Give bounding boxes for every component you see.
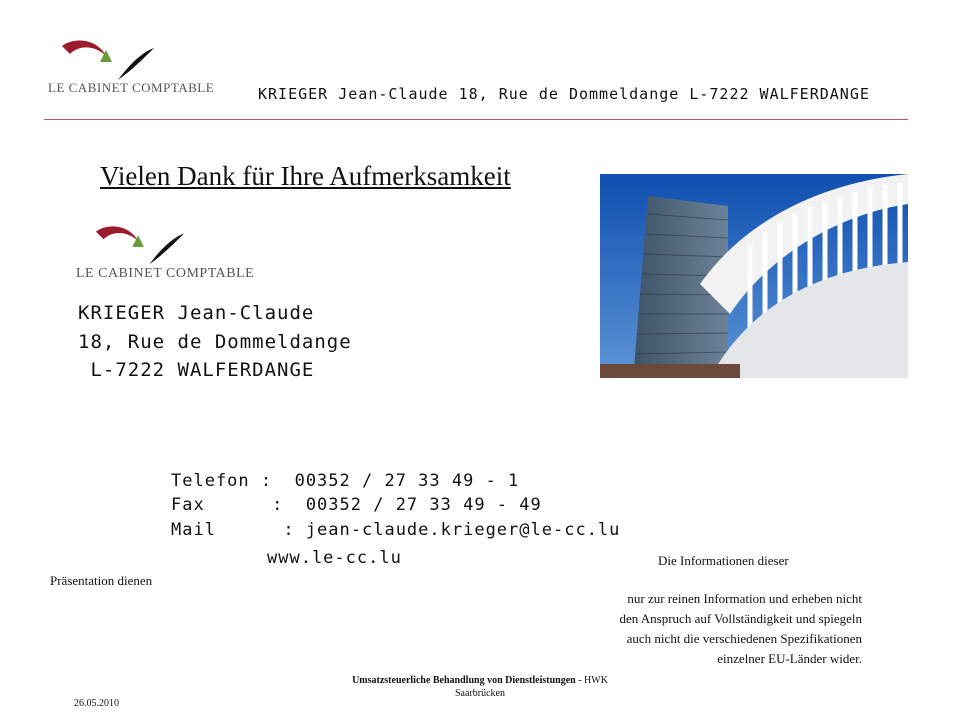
disclaimer-line2: Präsentation dienen	[50, 573, 153, 588]
address-name: KRIEGER Jean-Claude	[78, 302, 315, 324]
building-photo	[600, 174, 908, 378]
disclaimer-line: einzelner EU-Länder wider.	[717, 651, 862, 666]
disclaimer-line: nur zur reinen Information und erheben nicht	[627, 591, 862, 606]
footer-rest-text: - HWK	[575, 675, 608, 686]
header-logo	[44, 36, 214, 104]
header-divider	[44, 119, 908, 120]
page-title: Vielen Dank für Ihre Aufmerksamkeit	[100, 161, 511, 191]
footer-line2: Saarbrücken	[455, 688, 505, 699]
contact-fax: Fax : 00352 / 27 33 49 - 49	[171, 495, 542, 515]
footer-caption	[330, 674, 630, 700]
disclaimer-line: auch nicht die verschiedenen Spezifikationen	[626, 631, 862, 646]
address-city: L-7222 WALFERDANGE	[78, 359, 315, 381]
footer-line1	[330, 674, 630, 687]
header-logo-text: LE CABINET COMPTABLE	[48, 80, 215, 95]
contact-mail[interactable]: Mail : jean-claude.krieger@le-cc.lu	[171, 520, 621, 540]
footer-bold-text: Umsatzsteuerliche Behandlung von Dienstleistungen	[352, 675, 576, 686]
address-street: 18, Rue de Dommeldange	[78, 331, 352, 353]
body-logo-text: LE CABINET COMPTABLE	[76, 266, 255, 281]
logo-swoosh-icon	[58, 36, 158, 84]
body-logo	[76, 222, 255, 292]
disclaimer-line: den Anspruch auf Vollständigkeit und spiegeln	[619, 611, 862, 626]
contact-website[interactable]: www.le-cc.lu	[267, 548, 402, 568]
logo-swoosh-icon	[90, 222, 190, 268]
footer-date: 26.05.2010	[74, 698, 119, 709]
disclaimer-body	[480, 589, 862, 669]
contact-telefon: Telefon : 00352 / 27 33 49 - 1	[171, 471, 520, 491]
header-contact-line: KRIEGER Jean-Claude 18, Rue de Dommeldange L-7222 WALFERDANGE	[258, 85, 870, 103]
disclaimer-start: Die Informationen dieser	[658, 553, 789, 568]
